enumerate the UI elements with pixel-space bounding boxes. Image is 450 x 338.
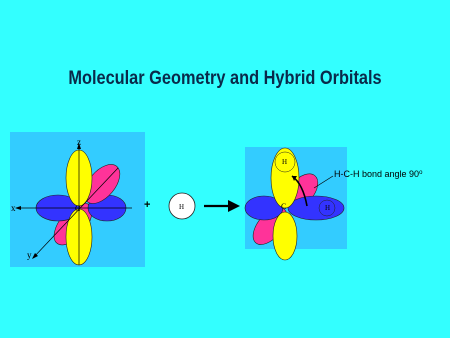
right-carbon-label: C	[281, 202, 287, 211]
axis-label-x: x	[11, 203, 16, 213]
hydrogen-atom-label: H	[179, 203, 185, 211]
left-orbital-panel	[10, 132, 145, 267]
right-orbital-panel	[245, 147, 347, 260]
page-title: Molecular Geometry and Hybrid Orbitals	[68, 68, 382, 89]
hydrogen-atom	[169, 193, 195, 219]
axis-label-y: y	[27, 250, 32, 260]
bond-angle-text: H-C-H bond angle 90	[334, 169, 420, 179]
reaction-arrow-head	[228, 200, 240, 212]
bond-angle-degree: o	[419, 170, 423, 176]
right-hydrogen-right-label: H	[325, 204, 331, 212]
bond-angle-label	[334, 169, 423, 179]
left-carbon-label: C	[75, 204, 81, 213]
right-blue-lobe-bond	[288, 196, 344, 220]
axis-label-z: z	[77, 137, 81, 147]
plus-sign: +	[144, 199, 151, 211]
right-hydrogen-top-label: H	[282, 158, 288, 166]
reaction-arrow	[204, 200, 240, 212]
right-yellow-lobe-bottom	[273, 212, 297, 260]
